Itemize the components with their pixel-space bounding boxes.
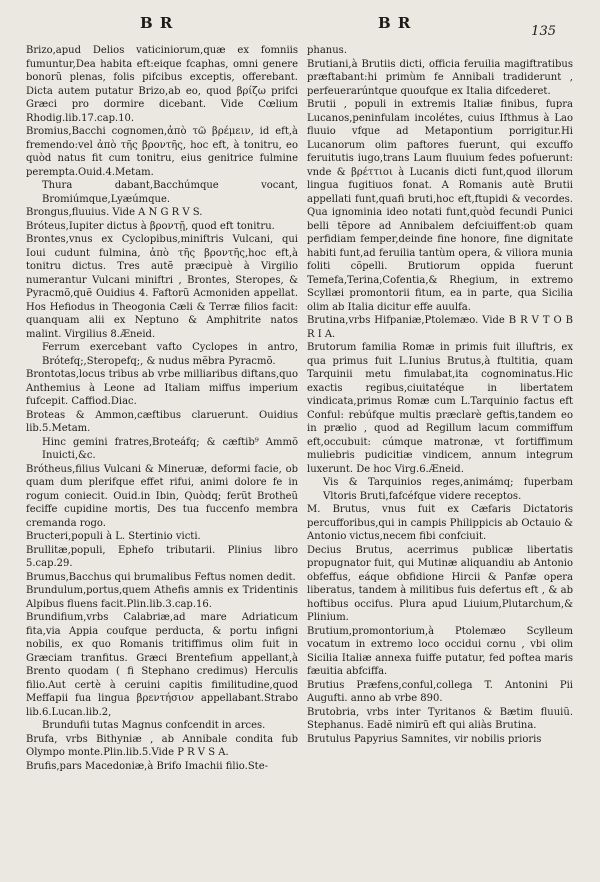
dictionary-entry: Brundufii tutas Magnus confcendit in arces.: [42, 720, 266, 731]
page-number: 135: [531, 24, 556, 39]
dictionary-entry: Brutiani,à Brutiis dicti, officia feruilia magiftratibus præftabant:hi primùm fe Annibali tradiderunt , perfeuerarúntque quoufque ex Italia difcederet.: [307, 58, 573, 97]
dictionary-entry: Brutobria, vrbs inter Tyritanos & Bætim fluuiũ. Stephanus. Eadẽ nimirũ eft qui aliàs Brutina.: [307, 706, 573, 731]
dictionary-entry: Hinc gemini fratres,Broteáfq; & cæftib⁹ Ammõ Inuicti,&c.: [42, 436, 298, 461]
right-text-column: [307, 44, 573, 746]
dictionary-entry: Brumus,Bacchus qui brumalibus Feftus nomen dedit.: [26, 571, 296, 583]
dictionary-entry: Bructeri,populi à L. Stertinio victi.: [26, 531, 201, 542]
dictionary-entry: Brutina,vrbs Hifpaniæ,Ptolemæo. Vide B R V T O B R I A.: [307, 315, 573, 340]
header-right-letters: B R: [378, 14, 412, 32]
dictionary-entry: Brutium,promontorium,à Ptolemæo Scylleum vocatum in extremo loco occidui cornu , vbi olim Sicilia Italiæ annexa fuiffe putatur, fed poftea maris fæuitia abfciffa.: [307, 625, 573, 677]
dictionary-entry: Brundifium,vrbs Calabriæ,ad mare Adriaticum fita,via Appia coufque perducta, & portu infigni nobilis, ex quo Romanis tritiffimus olim fuit in Græciam tranfitus. Græci Brentefium appellant,à Brento quodam ( fi Stephano credimus) Herculis filio.Aut certè à ceruini capitis fimilitudine,quod Meffapii fua lingua βρεντήσιον appellabant.Strabo lib.6.Lucan.lib.2,: [26, 612, 298, 718]
dictionary-entry: Ferrum exercebant vafto Cyclopes in antro, Brótefq;,Steropefq;, & nudus mẽbra Pyracmõ.: [42, 342, 298, 367]
dictionary-entry: Brullitæ,populi, Ephefo tributarii. Plinius libro 5.cap.29.: [26, 544, 298, 569]
dictionary-entry: Bróteus,Iupiter dictus à βροντῇ, quod eft tonitru.: [26, 220, 275, 232]
dictionary-entry: Brótheus,filius Vulcani & Mineruæ, deformi facie, ob quam dum plerifque effet rifui, animi dolore fe in rogum coniecit. Ouid.in Ibin, Quòdq; ferũt Brotheũ feciffe cupidine mortis, Des tua fuccenfo membra cremanda rogo.: [26, 463, 298, 529]
dictionary-entry: Brufis,pars Macedoniæ,à Brifo Imachii filio.Ste-: [26, 760, 268, 772]
dictionary-entry: Brufa, vrbs Bithyniæ , ab Annibale condita fub Olympo monte.Plin.lib.5.Vide P R V S A.: [26, 733, 298, 758]
dictionary-entry: Decius Brutus, acerrimus publicæ libertatis propugnator fuit, qui Mutinæ aliquandiu ab Antonio obfeffus, eáque obfidione Hircii & Panfæ opera liberatus, tandem à militibus fuis defertus eft , & ab hoftibus occifus. Plura apud Liuium,Plutarchum,& Plinium.: [307, 544, 573, 623]
dictionary-entry: Brontotas,locus tribus ab vrbe milliaribus diftans,quo Anthemius à Leone ad Italiam miffus imperium fufcepit. Caffiod.Diac.: [26, 369, 298, 407]
dictionary-entry: Brutulus Papyrius Samnites, vir nobilis prioris: [307, 733, 542, 745]
dictionary-entry: Bromius,Bacchi cognomen,ἀπὸ τῶ βρέμειν, id eft,à fremendo:vel ἀπὸ τῆς βροντῆς, hoc eft, à tonitru, eo quòd natus fit cum tonitru, eius genitrice fulmine perempta.Ouid.4.Metam.: [26, 126, 298, 178]
dictionary-entry: Brutius Præfens,conful,collega T. Antonini Pii Augufti. anno ab vrbe 890.: [307, 679, 573, 704]
dictionary-entry: Vis & Tarquinios reges,animámq; fuperbam Vltoris Bruti,fafcéfque videre receptos.: [323, 477, 573, 502]
dictionary-entry: Brutorum familia Romæ in primis fuit illuftris, ex qua primus fuit L.Iunius Brutus,à ftultitia, quam Tarquinii metu fimulabat,ita cognominatus.Hic exactis regibus,ciuitatéque in libertatem vindicata,primus Romæ cum L.Tarquinio factus eft Conful: rebúfque multis præclarè geftis,tandem eo in prælio , quod ad Regillum lacum commiffum eft,occubuit: cúmque matronæ, vt fortiffimum muliebris pudicitiæ vindicem, annum integrum luxerunt. De hoc Virg.6.Æneid.: [307, 342, 573, 475]
header-left-letters: B R: [140, 14, 174, 32]
dictionary-entry: Brizo,apud Delios vaticiniorum,quæ ex fomniis fumuntur,Dea habita eft:eique fcaphas, omni genere bonorũ plenas, folis pifcibus exceptis, offerebant. Dicta autem putatur Brizo,ab eo, quod βρίζω prifci Græci pro dormire dicebant. Vide Cœlium Rhodig.lib.17.cap.10.: [26, 45, 298, 124]
dictionary-entry: M. Brutus, vnus fuit ex Cæfaris Dictatoris percufforibus,qui in campis Philippicis ab Octauio & Antonio victus,necem fibi confciuit.: [307, 504, 573, 542]
dictionary-entry: Brontes,vnus ex Cyclopibus,miniftris Vulcani, qui Ioui cudunt fulmina, ἀπὸ τῆς βροντῆς,hoc eft,à tonitru dictus. Tres autẽ præcipuè à Virgilio numerantur Vulcani miniftri , Brontes, Steropes, & Pyracmõ,quẽ Ouidius 4. Faftorũ Acmoniden appellat. Hos Hefiodus in Theogonia Cæli & Terræ filios facit: quanquam alii ex Neptuno & Amphitrite natos malint. Virgilius 8.Æneid.: [26, 234, 298, 340]
dictionary-entry: Brongus,fluuius. Vide A N G R V S.: [26, 207, 203, 218]
left-text-column: [26, 44, 298, 773]
dictionary-entry: Brutii , populi in extremis Italiæ finibus, fupra Lucanos,peninfulam incolétes, cuius Ifthmus à Lao fluuio vfque ad Metapontium porrigitur.Hi Lucanorum olim paftores fuerunt, qui excuffo feruitutis iugo,trans Laum fluuium fedes pofuerunt: vnde & βρέττιοι à Lucanis dicti funt,quod illorum lingua fugitiuos fonat. A Romanis autè Brutii appellati funt,quafi bruti,hoc eft,ftupidi & vecordes. Qua ignominia ideo notati funt,quòd fecundi Punici belli tẽpore ad Annibalem defciuiffent:ob quam perfidiam femper,deinde fine honore, fine dignitate habiti funt,ad feruilia tantùm opera, & viliora munia foliti cõpelli. Brutiorum oppida fuerunt Temefa,Terina,Cofentia,& Rhegium, in extremo Scyllæi promontorii fitum, ea in parte, qua Sicilia olim ab Italia dicitur effe auulfa.: [307, 99, 573, 313]
dictionary-entry: phanus.: [307, 45, 347, 56]
running-header: [0, 14, 600, 38]
dictionary-entry: Brundulum,portus,quem Athefis amnis ex Tridentinis Alpibus fluens facit.Plin.lib.3.cap.16.: [26, 585, 298, 610]
dictionary-entry: Broteas & Ammon,cæftibus claruerunt. Ouidius lib.5.Metam.: [26, 409, 298, 434]
dictionary-entry: Thura dabant,Bacchúmque vocant, Bromiúmque,Lyæúmque.: [42, 180, 298, 205]
